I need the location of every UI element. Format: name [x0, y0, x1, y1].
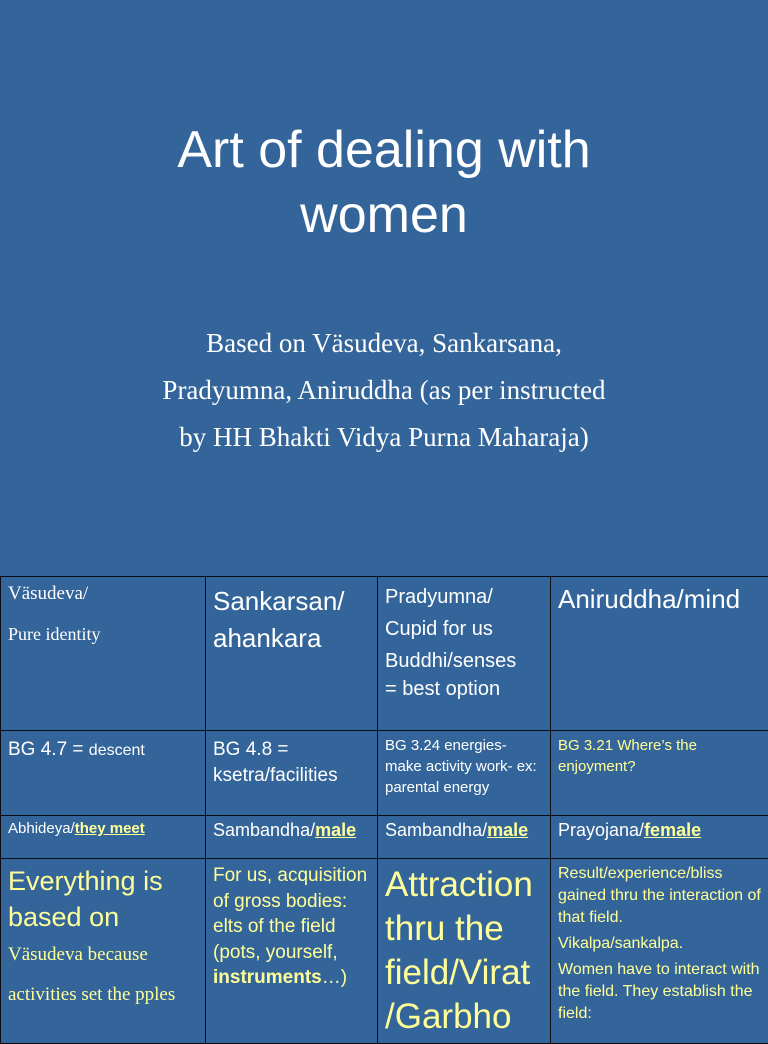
cell-text: Vikalpa/sankalpa. [558, 933, 761, 955]
cell-bg-3-24 [378, 731, 551, 816]
subtitle-line-2: Pradyumna, Aniruddha (as per instructed [90, 367, 678, 414]
cell-text: Attraction thru the field/Virat /Garbho [385, 863, 543, 1039]
table-row [1, 816, 768, 859]
cell-text: Buddhi/senses [385, 645, 543, 677]
cell-vasudeva [1, 577, 206, 731]
title-line-2: women [0, 183, 768, 248]
cell-text: For us, acquisition of gross bodies: elts of the field (pots, yourself, [213, 865, 367, 963]
table-row [1, 731, 768, 816]
cell-text: Prayojana/ [558, 820, 644, 840]
cell-pradyumna [378, 577, 551, 731]
subtitle-line-3: by HH Bhakti Vidya Purna Maharaja) [90, 414, 678, 461]
slide-title [0, 118, 768, 248]
cell-sankarsan [206, 577, 378, 731]
cell-highlight: male [315, 820, 356, 840]
cell-highlight: they meet [75, 820, 145, 837]
cell-bg-4-8 [206, 731, 378, 816]
cell-text: descent [89, 742, 145, 759]
cell-text: Sankarsan/ [213, 585, 370, 618]
cell-sambandha-1 [206, 816, 378, 859]
cell-text: Sambandha/ [213, 820, 315, 840]
cell-sambandha-2 [378, 816, 551, 859]
cell-text: Aniruddha/mind [558, 583, 761, 616]
cell-highlight: female [644, 820, 701, 840]
cell-text: Sambandha/ [385, 820, 487, 840]
cell-text: Pradyumna/ [385, 581, 543, 613]
cell-text: BG 3.21 Where’s the enjoyment? [558, 735, 761, 777]
cell-text: BG 4.8 = [213, 737, 370, 763]
cell-everything [1, 859, 206, 1044]
cell-aniruddha [551, 577, 768, 731]
cell-text: Women have to interact with the field. They establish the field: [558, 959, 761, 1025]
cell-text: Cupid for us [385, 613, 543, 645]
cell-prayojana [551, 816, 768, 859]
table-row [1, 577, 768, 731]
cell-text: …) [322, 967, 347, 988]
cell-attraction [378, 859, 551, 1044]
cell-text: instruments [213, 967, 322, 988]
cell-for-us [206, 859, 378, 1044]
cell-highlight: male [487, 820, 528, 840]
cell-text: Everything is based on [8, 863, 198, 935]
cell-bg-3-21 [551, 731, 768, 816]
table-row [1, 859, 768, 1044]
title-line-1: Art of dealing with [0, 118, 768, 183]
cell-text: Väsudeva/ [8, 581, 198, 607]
cell-abhideya [1, 816, 206, 859]
cell-text: Pure identity [8, 621, 198, 647]
cell-result [551, 859, 768, 1044]
cell-text: Abhideya/ [8, 820, 75, 837]
concept-table [0, 576, 768, 1044]
slide-subtitle [90, 320, 678, 461]
cell-text: Result/experience/bliss gained thru the interaction of that field. [558, 863, 761, 929]
cell-text: BG 3.24 energies- make activity work- ex: parental energy [385, 735, 543, 798]
cell-text: BG 4.7 = [8, 739, 89, 760]
cell-text: ahankara [213, 622, 370, 655]
cell-text: = best option [385, 677, 543, 701]
cell-text: Väsudeva because activities set the pples [8, 935, 198, 1015]
subtitle-line-1: Based on Väsudeva, Sankarsana, [90, 320, 678, 367]
cell-bg-4-7 [1, 731, 206, 816]
cell-text: ksetra/facilities [213, 763, 370, 789]
